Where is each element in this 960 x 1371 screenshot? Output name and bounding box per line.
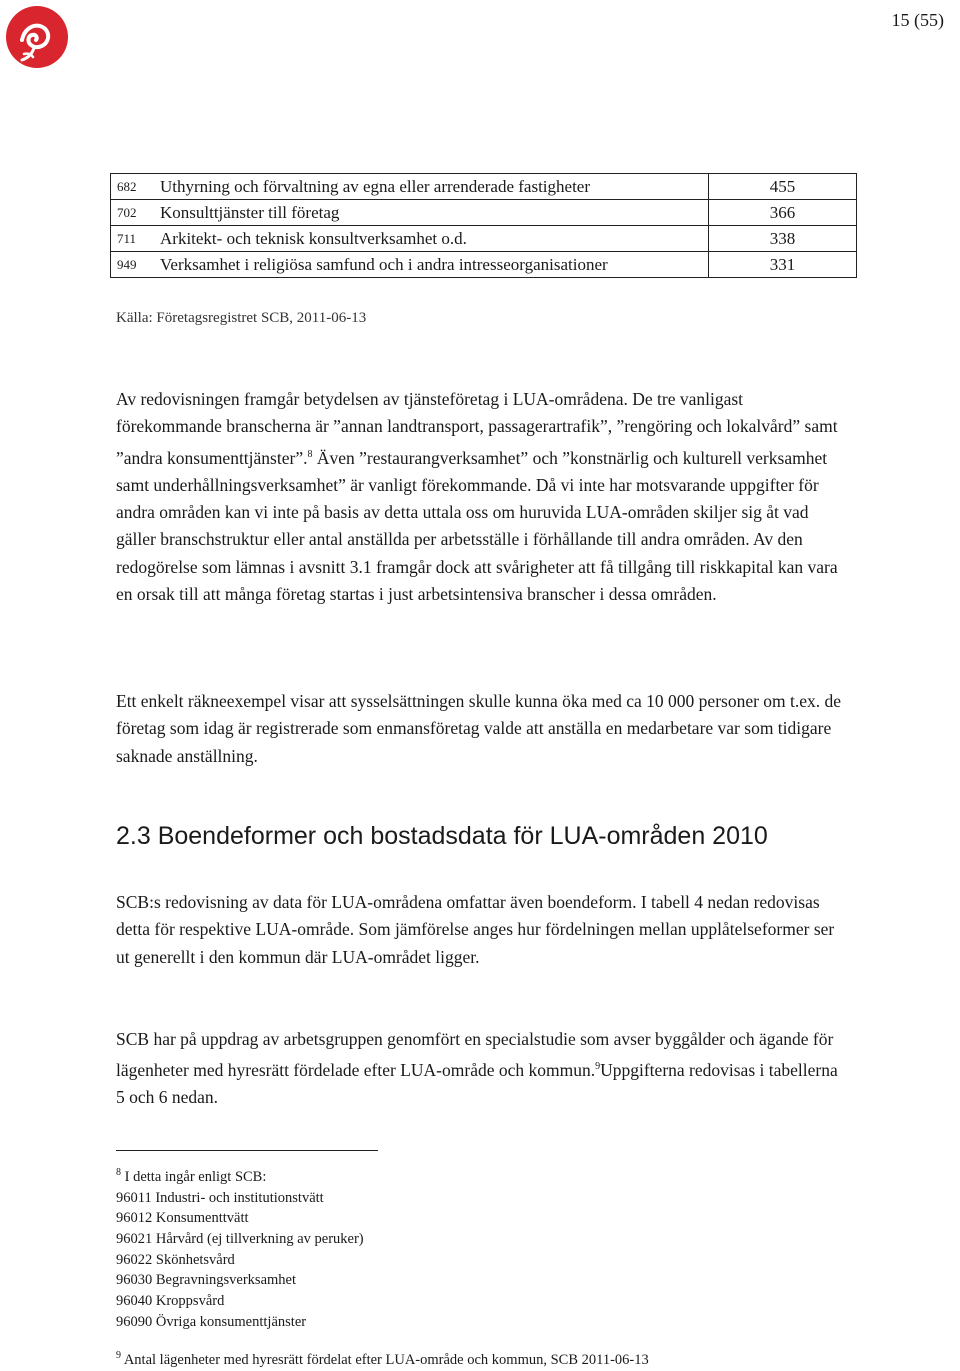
table-row xyxy=(111,200,857,226)
footnote-8-line xyxy=(116,1163,649,1188)
footnote-8-text: 96012 Konsumenttvätt xyxy=(116,1210,249,1227)
footnote-8-text: 96030 Begravningsverksamhet xyxy=(116,1272,297,1289)
table-cell-code: 702 xyxy=(111,200,155,226)
paragraph-services-text-a: Av redovisningen framgår betydelsen av tjänsteföretag i LUA-områdena. De tre vanligast förekommande branscherna är ”annan landtransport, passagerartrafik”, ”rengöring och lokalvård” samt ”andra konsumenttjänster”. xyxy=(116,389,838,468)
footnote-8-text: 96022 Skönhetsvård xyxy=(116,1251,235,1268)
footnote-8-line xyxy=(116,1188,649,1209)
section-heading: 2.3 Boendeformer och bostadsdata för LUA-områden 2010 xyxy=(116,822,768,850)
footnote-8-line xyxy=(116,1229,649,1250)
table-cell-code: 682 xyxy=(111,174,155,200)
footnotes xyxy=(116,1163,649,1371)
table-cell-code: 949 xyxy=(111,252,155,278)
footnote-9-mark: 9 xyxy=(116,1350,121,1362)
table-cell-code: 711 xyxy=(111,226,155,252)
table-row xyxy=(111,174,857,200)
footnote-8-mark: 8 xyxy=(116,1167,121,1178)
paragraph-study-text-b: Uppgifterna redovisas i tabellerna 5 och 6 nedan. xyxy=(116,1060,838,1108)
paragraph-housing: SCB:s redovisning av data för LUA-områdena omfattar även boendeform. I tabell 4 nedan redovisas detta för respektive LUA-område. Som jämförelse anges hur fördelningen mellan upplåtelseformer ser ut generellt i den kommun där LUA-området ligger. xyxy=(116,892,835,967)
industry-table xyxy=(110,173,857,278)
footnote-8-text: I detta ingår enligt SCB: xyxy=(121,1168,267,1185)
paragraph-study xyxy=(116,1026,842,1112)
footnote-8-text: 96021 Hårvård (ej tillverkning av peruker) xyxy=(116,1230,364,1247)
paragraph-services-text-b: Även ”restaurangverksamhet” och ”konstnärlig och kulturell verksamhet samt underhållningsverksamhet” är vanligt förekommande. Då vi inte har motsvarande uppgifter för andra områden kan vi inte på basis av detta uttala oss om huruvida LUA-områden skiljer sig åt vad gäller branschstruktur eller antal anställda per arbetsställe i förhållande till andra områden. Av den redogörelse som lämnas i avsnitt 3.1 framgår dock att svårigheter att få tillgång till riskkapital kan vara en orsak till att många företag startas i just arbetsintensiva branscher i dessa områden. xyxy=(116,447,838,604)
footnote-8-line xyxy=(116,1291,649,1312)
table-cell-value: 331 xyxy=(709,252,857,278)
footnote-ref-9[interactable]: 9 xyxy=(595,1061,601,1073)
table-cell-description: Arkitekt- och teknisk konsultverksamhet o.d. xyxy=(154,226,709,252)
footnote-8-text: 96040 Kroppsvård xyxy=(116,1293,225,1310)
table-cell-description: Konsulttjänster till företag xyxy=(154,200,709,226)
table-cell-value: 338 xyxy=(709,226,857,252)
footnote-8-text: 96090 Övriga konsumenttjänster xyxy=(116,1313,307,1330)
footnote-8-line xyxy=(116,1312,649,1333)
footnote-ref-8[interactable]: 8 xyxy=(307,448,313,460)
footnote-divider xyxy=(116,1150,378,1151)
paragraph-services xyxy=(116,386,842,608)
rose-logo-icon xyxy=(4,4,70,70)
paragraph-study-text-a: SCB har på uppdrag av arbetsgruppen genomfört en specialstudie som avser byggålder och ägande för lägenheter med hyresrätt fördelade efter LUA-område och kommun. xyxy=(116,1029,834,1081)
footnote-8 xyxy=(116,1163,649,1332)
table-cell-description: Uthyrning och förvaltning av egna eller arrenderade fastigheter xyxy=(154,174,709,200)
footnote-8-line xyxy=(116,1250,649,1271)
page-number: 15 (55) xyxy=(891,10,944,30)
table-cell-value: 366 xyxy=(709,200,857,226)
footnote-8-line xyxy=(116,1270,649,1291)
footnote-9-text: Antal lägenheter med hyresrätt fördelat efter LUA-område och kommun, SCB 2011-06-13 xyxy=(121,1352,649,1369)
footnote-9 xyxy=(116,1346,649,1371)
table-row xyxy=(111,252,857,278)
table-row xyxy=(111,226,857,252)
footnote-8-text: 96011 Industri- och institutionstvätt xyxy=(116,1189,324,1206)
paragraph-example: Ett enkelt räkneexempel visar att sysselsättningen skulle kunna öka med ca 10 000 personer om t.ex. de företag som idag är registrerade som enmansföretag valde att anställa en medarbetare var som tidigare saknade anställning. xyxy=(116,691,842,766)
footnote-8-line xyxy=(116,1208,649,1229)
table-source: Källa: Företagsregistret SCB, 2011-06-13 xyxy=(116,310,367,326)
table-cell-value: 455 xyxy=(709,174,857,200)
table-cell-description: Verksamhet i religiösa samfund och i andra intresseorganisationer xyxy=(154,252,709,278)
